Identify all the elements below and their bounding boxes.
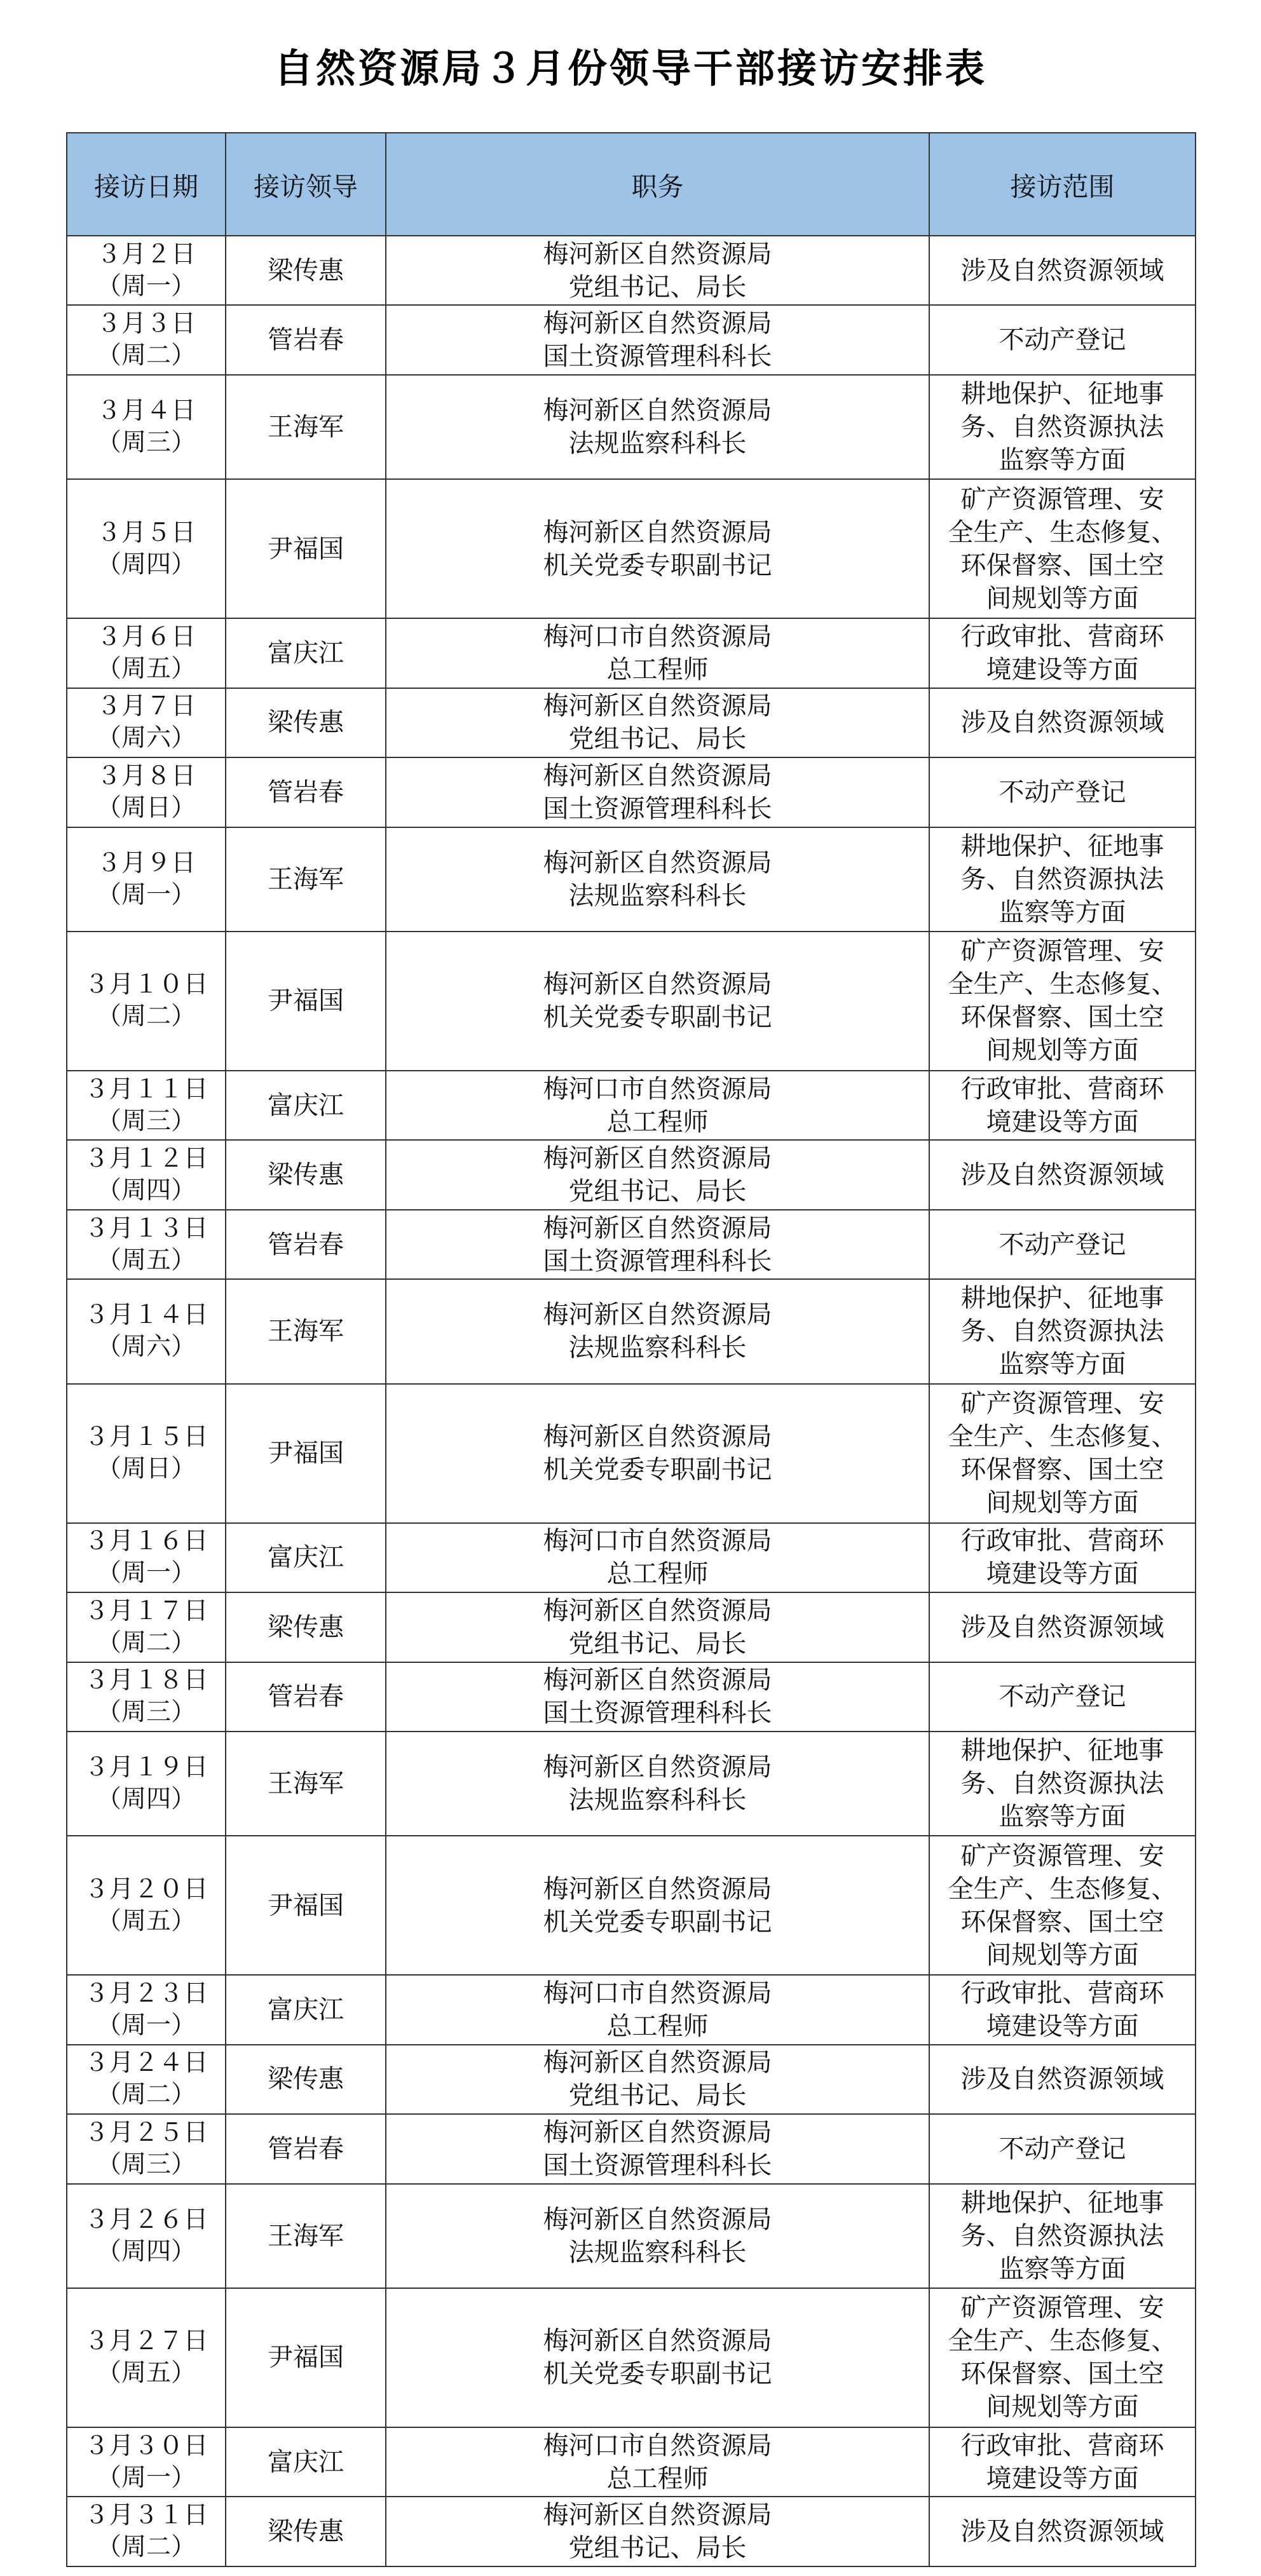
date-cell-line: ３月１３日 xyxy=(84,1214,208,1243)
date-cell xyxy=(67,2288,226,2427)
date-cell-line: ３月２６日 xyxy=(84,2205,208,2234)
table-body xyxy=(67,236,1196,2566)
position-cell-line: 梅河新区自然资源局 xyxy=(543,1665,772,1695)
position-cell-line: 梅河新区自然资源局 xyxy=(543,1596,772,1625)
leader-cell: 尹福国 xyxy=(226,479,386,618)
leader-cell: 梁传惠 xyxy=(226,688,386,757)
leader-cell: 富庆江 xyxy=(226,618,386,688)
position-cell-line: 梅河新区自然资源局 xyxy=(543,2500,772,2530)
date-cell xyxy=(67,2497,226,2566)
date-cell-line: ３月２日 xyxy=(96,240,196,269)
scope-cell xyxy=(929,2045,1196,2114)
scope-cell-line: 间规划等方面 xyxy=(986,2392,1139,2422)
position-cell-line: 梅河新区自然资源局 xyxy=(543,1144,772,1174)
date-cell xyxy=(67,1592,226,1662)
position-cell xyxy=(386,1592,929,1662)
scope-cell xyxy=(929,688,1196,757)
scope-cell-line: 全生产、生态修复、 xyxy=(948,970,1177,1000)
scope-cell-line: 全生产、生态修复、 xyxy=(948,1874,1177,1904)
scope-cell xyxy=(929,1662,1196,1732)
scope-cell-line: 不动产登记 xyxy=(999,2134,1126,2164)
date-cell-line: ３月１８日 xyxy=(84,1666,208,1695)
date-cell-line: ３月３０日 xyxy=(84,2431,208,2460)
date-cell xyxy=(67,236,226,305)
table-row xyxy=(67,1836,1196,1975)
table-row xyxy=(67,827,1196,932)
scope-cell-line: 行政审批、营商环 xyxy=(960,621,1164,651)
position-cell xyxy=(386,618,929,688)
position-cell-line: 梅河新区自然资源局 xyxy=(543,2326,772,2356)
date-cell xyxy=(67,1279,226,1383)
position-cell xyxy=(386,305,929,374)
leader-cell: 王海军 xyxy=(226,2184,386,2288)
schedule-table xyxy=(66,132,1196,2567)
column-header-leader: 接访领导 xyxy=(226,133,386,236)
scope-cell xyxy=(929,2184,1196,2288)
date-cell-line: （周五） xyxy=(96,2359,196,2388)
date-cell-line: ３月６日 xyxy=(96,622,196,651)
scope-cell xyxy=(929,305,1196,374)
position-cell xyxy=(386,2184,929,2288)
leader-cell: 梁传惠 xyxy=(226,1592,386,1662)
date-cell-line: （周四） xyxy=(96,550,196,579)
date-cell xyxy=(67,305,226,374)
position-cell-line: 总工程师 xyxy=(606,1107,709,1137)
scope-cell-line: 矿产资源管理、安 xyxy=(960,484,1164,514)
scope-cell-line: 耕地保护、征地事 xyxy=(960,831,1164,861)
scope-cell-line: 涉及自然资源领域 xyxy=(960,2517,1164,2547)
date-cell xyxy=(67,932,226,1071)
scope-cell-line: 环保督察、国土空 xyxy=(960,2359,1164,2389)
date-cell-line: ３月１０日 xyxy=(84,970,208,1000)
position-cell xyxy=(386,1732,929,1836)
position-cell-line: 党组书记、局长 xyxy=(568,272,747,302)
date-cell xyxy=(67,479,226,618)
table-row xyxy=(67,1732,1196,1836)
position-cell-line: 梅河口市自然资源局 xyxy=(543,1526,772,1556)
position-cell-line: 法规监察科科长 xyxy=(568,1333,747,1363)
position-cell-line: 梅河新区自然资源局 xyxy=(543,239,772,269)
position-cell-line: 梅河新区自然资源局 xyxy=(543,970,772,1000)
scope-cell-line: 全生产、生态修复、 xyxy=(948,1422,1177,1452)
leader-cell: 富庆江 xyxy=(226,1523,386,1592)
leader-cell: 梁传惠 xyxy=(226,2045,386,2114)
leader-cell: 管岩春 xyxy=(226,1210,386,1279)
scope-cell-line: 矿产资源管理、安 xyxy=(960,1841,1164,1871)
position-cell-line: 法规监察科科长 xyxy=(568,2237,747,2267)
table-row xyxy=(67,1975,1196,2044)
scope-cell xyxy=(929,1975,1196,2044)
date-cell-line: （周一） xyxy=(96,1559,196,1588)
scope-cell xyxy=(929,2497,1196,2566)
date-cell xyxy=(67,618,226,688)
leader-cell: 梁传惠 xyxy=(226,1140,386,1209)
position-cell xyxy=(386,1975,929,2044)
table-row xyxy=(67,1523,1196,1592)
position-cell-line: 总工程师 xyxy=(606,654,709,684)
scope-cell-line: 不动产登记 xyxy=(999,325,1126,355)
scope-cell xyxy=(929,1140,1196,1209)
date-cell-line: （周二） xyxy=(96,2533,196,2562)
leader-cell: 尹福国 xyxy=(226,1384,386,1523)
date-cell-line: （周一） xyxy=(96,271,196,301)
date-cell-line: （周四） xyxy=(96,1176,196,1205)
scope-cell-line: 环保督察、国土空 xyxy=(960,550,1164,580)
date-cell-line: （周二） xyxy=(96,2080,196,2110)
position-cell-line: 法规监察科科长 xyxy=(568,1786,747,1815)
leader-cell: 王海军 xyxy=(226,827,386,932)
scope-cell-line: 境建设等方面 xyxy=(986,2011,1139,2041)
leader-cell: 富庆江 xyxy=(226,1071,386,1140)
scope-cell-line: 行政审批、营商环 xyxy=(960,1526,1164,1556)
scope-cell-line: 监察等方面 xyxy=(999,2254,1126,2284)
position-cell-line: 党组书记、局长 xyxy=(568,2081,747,2111)
date-cell-line: （周六） xyxy=(96,1332,196,1362)
position-cell xyxy=(386,1662,929,1732)
scope-cell xyxy=(929,757,1196,827)
scope-cell xyxy=(929,375,1196,479)
date-cell xyxy=(67,1523,226,1592)
date-cell xyxy=(67,1732,226,1836)
date-cell-line: ３月２３日 xyxy=(84,1979,208,2008)
date-cell xyxy=(67,1384,226,1523)
scope-cell xyxy=(929,1210,1196,1279)
date-cell-line: ３月１６日 xyxy=(84,1527,208,1556)
position-cell xyxy=(386,2288,929,2427)
leader-cell: 王海军 xyxy=(226,1732,386,1836)
date-cell-line: （周二） xyxy=(96,341,196,370)
scope-cell-line: 环保督察、国土空 xyxy=(960,1003,1164,1033)
position-cell-line: 法规监察科科长 xyxy=(568,429,747,459)
table-row xyxy=(67,1662,1196,1732)
table-row xyxy=(67,757,1196,827)
position-cell-line: 党组书记、局长 xyxy=(568,2533,747,2563)
leader-cell: 尹福国 xyxy=(226,932,386,1071)
table-row xyxy=(67,688,1196,757)
scope-cell xyxy=(929,618,1196,688)
date-cell xyxy=(67,2045,226,2114)
position-cell xyxy=(386,1071,929,1140)
position-cell-line: 梅河新区自然资源局 xyxy=(543,2048,772,2078)
leader-cell: 王海军 xyxy=(226,375,386,479)
scope-cell-line: 境建设等方面 xyxy=(986,654,1139,684)
scope-cell-line: 行政审批、营商环 xyxy=(960,1074,1164,1104)
position-cell-line: 梅河新区自然资源局 xyxy=(543,848,772,878)
table-row xyxy=(67,1140,1196,1209)
column-header-scope: 接访范围 xyxy=(929,133,1196,236)
table-row xyxy=(67,236,1196,305)
position-cell-line: 党组书记、局长 xyxy=(568,1629,747,1658)
position-cell xyxy=(386,1279,929,1383)
date-cell-line: ３月４日 xyxy=(96,397,196,426)
position-cell-line: 梅河口市自然资源局 xyxy=(543,621,772,651)
date-cell-line: ３月１９日 xyxy=(84,1753,208,1782)
table-row xyxy=(67,618,1196,688)
date-cell-line: （周三） xyxy=(96,1106,196,1135)
position-cell-line: 总工程师 xyxy=(606,2011,709,2041)
scope-cell-line: 环保督察、国土空 xyxy=(960,1907,1164,1937)
scope-cell-line: 涉及自然资源领域 xyxy=(960,708,1164,738)
date-cell-line: ３月１２日 xyxy=(84,1144,208,1174)
date-cell-line: （周三） xyxy=(96,1698,196,1727)
scope-cell-line: 境建设等方面 xyxy=(986,2464,1139,2493)
scope-cell-line: 务、自然资源执法 xyxy=(960,2221,1164,2251)
position-cell-line: 梅河新区自然资源局 xyxy=(543,396,772,426)
position-cell-line: 国土资源管理科科长 xyxy=(543,794,772,824)
leader-cell: 尹福国 xyxy=(226,2288,386,2427)
leader-cell: 梁传惠 xyxy=(226,2497,386,2566)
date-cell-line: ３月８日 xyxy=(96,761,196,790)
position-cell-line: 国土资源管理科科长 xyxy=(543,1246,772,1276)
leader-cell: 梁传惠 xyxy=(226,236,386,305)
date-cell-line: ３月３１日 xyxy=(84,2501,208,2530)
position-cell xyxy=(386,1836,929,1975)
position-cell-line: 梅河新区自然资源局 xyxy=(543,1213,772,1243)
scope-cell xyxy=(929,479,1196,618)
scope-cell xyxy=(929,932,1196,1071)
scope-cell-line: 监察等方面 xyxy=(999,1350,1126,1380)
scope-cell xyxy=(929,1592,1196,1662)
position-cell xyxy=(386,479,929,618)
table-row xyxy=(67,1279,1196,1383)
date-cell-line: ３月１５日 xyxy=(84,1423,208,1452)
position-cell-line: 梅河新区自然资源局 xyxy=(543,1422,772,1452)
date-cell xyxy=(67,1662,226,1732)
date-cell-line: ３月７日 xyxy=(96,692,196,721)
scope-cell-line: 矿产资源管理、安 xyxy=(960,1389,1164,1419)
table-row xyxy=(67,2045,1196,2114)
position-cell-line: 梅河新区自然资源局 xyxy=(543,1752,772,1782)
position-cell-line: 梅河新区自然资源局 xyxy=(543,691,772,721)
date-cell-line: （周二） xyxy=(96,1628,196,1657)
scope-cell-line: 行政审批、营商环 xyxy=(960,1978,1164,2008)
position-cell xyxy=(386,1523,929,1592)
date-cell xyxy=(67,375,226,479)
scope-cell-line: 境建设等方面 xyxy=(986,1559,1139,1589)
scope-cell-line: 耕地保护、征地事 xyxy=(960,1284,1164,1313)
scope-cell-line: 务、自然资源执法 xyxy=(960,1317,1164,1346)
scope-cell-line: 务、自然资源执法 xyxy=(960,864,1164,894)
scope-cell-line: 矿产资源管理、安 xyxy=(960,2293,1164,2323)
scope-cell xyxy=(929,2114,1196,2183)
table-header-row xyxy=(67,133,1196,236)
scope-cell-line: 涉及自然资源领域 xyxy=(960,1160,1164,1190)
scope-cell-line: 耕地保护、征地事 xyxy=(960,379,1164,409)
date-cell xyxy=(67,1210,226,1279)
position-cell xyxy=(386,1140,929,1209)
date-cell-line: ３月２０日 xyxy=(84,1874,208,1904)
scope-cell-line: 监察等方面 xyxy=(999,897,1126,927)
position-cell xyxy=(386,757,929,827)
date-cell-line: ３月２７日 xyxy=(84,2327,208,2356)
position-cell xyxy=(386,375,929,479)
date-cell-line: （周一） xyxy=(96,2010,196,2040)
leader-cell: 管岩春 xyxy=(226,757,386,827)
scope-cell xyxy=(929,1732,1196,1836)
leader-cell: 管岩春 xyxy=(226,2114,386,2183)
date-cell xyxy=(67,1140,226,1209)
scope-cell-line: 间规划等方面 xyxy=(986,583,1139,613)
date-cell-line: （周日） xyxy=(96,1454,196,1484)
position-cell-line: 机关党委专职副书记 xyxy=(543,1003,772,1033)
position-cell xyxy=(386,932,929,1071)
scope-cell-line: 间规划等方面 xyxy=(986,1488,1139,1518)
position-cell-line: 梅河新区自然资源局 xyxy=(543,761,772,790)
scope-cell-line: 环保督察、国土空 xyxy=(960,1455,1164,1485)
position-cell-line: 机关党委专职副书记 xyxy=(543,550,772,580)
date-cell xyxy=(67,2114,226,2183)
date-cell-line: （周四） xyxy=(96,1785,196,1814)
scope-cell-line: 涉及自然资源领域 xyxy=(960,1612,1164,1642)
scope-cell-line: 耕地保护、征地事 xyxy=(960,1736,1164,1766)
date-cell-line: （周三） xyxy=(96,428,196,458)
table-row xyxy=(67,2497,1196,2566)
scope-cell xyxy=(929,827,1196,932)
position-cell xyxy=(386,1210,929,1279)
date-cell-line: （周二） xyxy=(96,1002,196,1031)
position-cell-line: 国土资源管理科科长 xyxy=(543,1698,772,1728)
scope-cell xyxy=(929,1384,1196,1523)
scope-cell xyxy=(929,2427,1196,2497)
scope-cell xyxy=(929,1836,1196,1975)
position-cell-line: 梅河口市自然资源局 xyxy=(543,1074,772,1104)
table-row xyxy=(67,1071,1196,1140)
position-cell-line: 机关党委专职副书记 xyxy=(543,1455,772,1485)
scope-cell-line: 行政审批、营商环 xyxy=(960,2430,1164,2460)
position-cell-line: 党组书记、局长 xyxy=(568,1177,747,1207)
date-cell-line: （周一） xyxy=(96,2463,196,2492)
scope-cell-line: 涉及自然资源领域 xyxy=(960,255,1164,285)
table-row xyxy=(67,2288,1196,2427)
date-cell xyxy=(67,688,226,757)
table-row xyxy=(67,305,1196,374)
date-cell-line: ３月２４日 xyxy=(84,2049,208,2078)
date-cell-line: （周五） xyxy=(96,654,196,683)
date-cell-line: ３月２５日 xyxy=(84,2118,208,2147)
table-row xyxy=(67,1384,1196,1523)
table-row xyxy=(67,1592,1196,1662)
position-cell xyxy=(386,827,929,932)
date-cell-line: ３月５日 xyxy=(96,518,196,547)
date-cell-line: ３月３日 xyxy=(96,309,196,339)
date-cell-line: （周一） xyxy=(96,880,196,909)
table-row xyxy=(67,375,1196,479)
table-row xyxy=(67,2114,1196,2183)
position-cell-line: 梅河新区自然资源局 xyxy=(543,309,772,339)
position-cell-line: 党组书记、局长 xyxy=(568,724,747,754)
date-cell-line: （周六） xyxy=(96,724,196,753)
position-cell-line: 机关党委专职副书记 xyxy=(543,2359,772,2389)
date-cell-line: ３月９日 xyxy=(96,848,196,878)
scope-cell xyxy=(929,1523,1196,1592)
date-cell xyxy=(67,2427,226,2497)
position-cell-line: 国土资源管理科科长 xyxy=(543,2150,772,2180)
position-cell-line: 机关党委专职副书记 xyxy=(543,1907,772,1937)
date-cell-line: （周五） xyxy=(96,1906,196,1935)
position-cell-line: 国土资源管理科科长 xyxy=(543,342,772,372)
date-cell xyxy=(67,1836,226,1975)
date-cell-line: ３月１４日 xyxy=(84,1301,208,1330)
scope-cell xyxy=(929,2288,1196,2427)
date-cell-line: ３月１１日 xyxy=(84,1074,208,1104)
scope-cell-line: 间规划等方面 xyxy=(986,1940,1139,1970)
scope-cell-line: 监察等方面 xyxy=(999,445,1126,475)
table-row xyxy=(67,1210,1196,1279)
leader-cell: 富庆江 xyxy=(226,2427,386,2497)
scope-cell-line: 耕地保护、征地事 xyxy=(960,2188,1164,2218)
position-cell xyxy=(386,2427,929,2497)
position-cell xyxy=(386,2045,929,2114)
position-cell xyxy=(386,2114,929,2183)
scope-cell-line: 矿产资源管理、安 xyxy=(960,937,1164,966)
position-cell xyxy=(386,1384,929,1523)
scope-cell-line: 间规划等方面 xyxy=(986,1036,1139,1066)
position-cell-line: 法规监察科科长 xyxy=(568,881,747,911)
leader-cell: 管岩春 xyxy=(226,1662,386,1732)
date-cell-line: ３月１７日 xyxy=(84,1596,208,1625)
position-cell-line: 梅河口市自然资源局 xyxy=(543,2430,772,2460)
column-header-position: 职务 xyxy=(386,133,929,236)
position-cell-line: 梅河新区自然资源局 xyxy=(543,2204,772,2234)
table-row xyxy=(67,479,1196,618)
position-cell-line: 梅河口市自然资源局 xyxy=(543,1978,772,2008)
table-row xyxy=(67,2184,1196,2288)
date-cell xyxy=(67,1071,226,1140)
position-cell-line: 梅河新区自然资源局 xyxy=(543,2117,772,2147)
scope-cell-line: 务、自然资源执法 xyxy=(960,412,1164,442)
scope-cell-line: 境建设等方面 xyxy=(986,1107,1139,1137)
scope-cell-line: 涉及自然资源领域 xyxy=(960,2064,1164,2094)
scope-cell-line: 务、自然资源执法 xyxy=(960,1769,1164,1799)
position-cell xyxy=(386,236,929,305)
position-cell-line: 梅河新区自然资源局 xyxy=(543,1874,772,1904)
page-title: 自然资源局３月份领导干部接访安排表 xyxy=(273,45,987,92)
leader-cell: 管岩春 xyxy=(226,305,386,374)
leader-cell: 王海军 xyxy=(226,1279,386,1383)
date-cell xyxy=(67,2184,226,2288)
date-cell-line: （周五） xyxy=(96,1245,196,1275)
position-cell-line: 梅河新区自然资源局 xyxy=(543,517,772,547)
date-cell-line: （周日） xyxy=(96,793,196,822)
scope-cell-line: 不动产登记 xyxy=(999,1682,1126,1712)
leader-cell: 尹福国 xyxy=(226,1836,386,1975)
scope-cell xyxy=(929,1071,1196,1140)
scope-cell-line: 不动产登记 xyxy=(999,777,1126,807)
scope-cell-line: 监察等方面 xyxy=(999,1802,1126,1832)
table-row xyxy=(67,932,1196,1071)
position-cell-line: 总工程师 xyxy=(606,1559,709,1589)
position-cell xyxy=(386,2497,929,2566)
column-header-date: 接访日期 xyxy=(67,133,226,236)
date-cell xyxy=(67,827,226,932)
position-cell-line: 总工程师 xyxy=(606,2464,709,2493)
date-cell-line: （周三） xyxy=(96,2150,196,2179)
scope-cell-line: 全生产、生态修复、 xyxy=(948,517,1177,547)
scope-cell-line: 不动产登记 xyxy=(999,1230,1126,1259)
table-row xyxy=(67,2427,1196,2497)
scope-cell-line: 全生产、生态修复、 xyxy=(948,2326,1177,2356)
date-cell-line: （周四） xyxy=(96,2237,196,2266)
date-cell xyxy=(67,757,226,827)
scope-cell xyxy=(929,236,1196,305)
date-cell xyxy=(67,1975,226,2044)
position-cell-line: 梅河新区自然资源局 xyxy=(543,1300,772,1330)
leader-cell: 富庆江 xyxy=(226,1975,386,2044)
scope-cell xyxy=(929,1279,1196,1383)
position-cell xyxy=(386,688,929,757)
